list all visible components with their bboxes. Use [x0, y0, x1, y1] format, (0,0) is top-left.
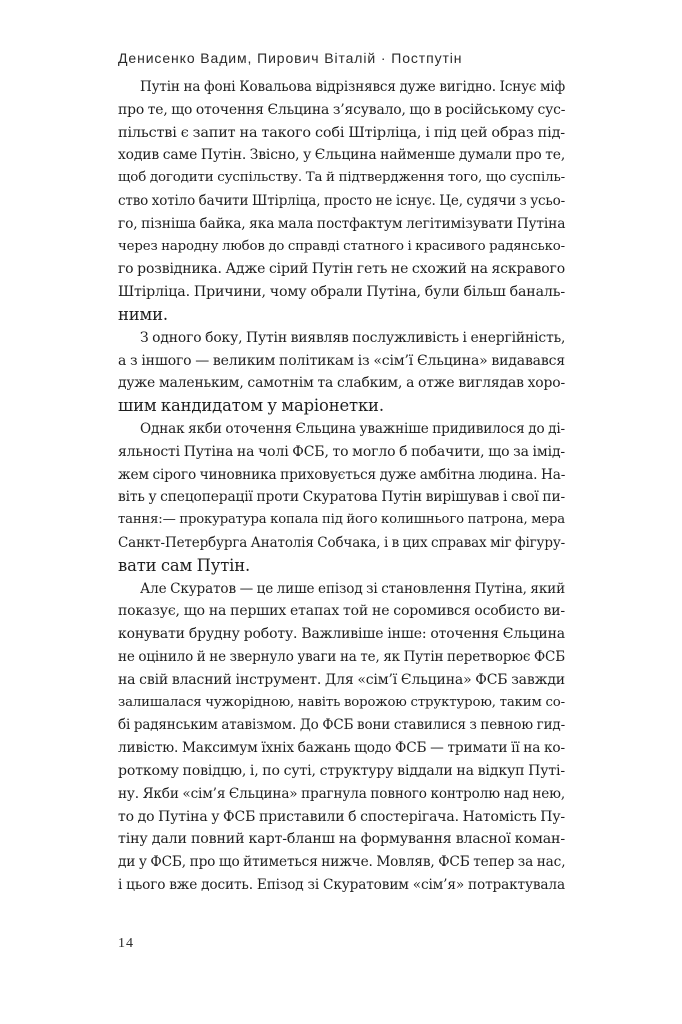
- text-line: ливістю. Максимум їхніх бажань щодо ФСБ — тримати її на ко-: [118, 740, 565, 757]
- paragraph-4: [118, 578, 565, 897]
- text-line: то до Путіна у ФСБ приставили б спостерігача. Натомість Пу-: [118, 808, 565, 825]
- page-number: 14: [118, 936, 134, 951]
- text-line: тіну дали повний карт-бланш на формування власної коман-: [118, 831, 565, 848]
- text-line: Путін на фоні Ковальова відрізнявся дуже вигідно. Існує міф: [140, 79, 565, 95]
- text-line: дуже маленьким, самотнім та слабким, а отже виглядав хоро-: [118, 375, 565, 392]
- text-line: ходив саме Путін. Звісно, у Єльцина найменше думали про те,: [118, 147, 566, 164]
- text-line: яльності Путіна на чолі ФСБ, то могло б побачити, що за імід-: [118, 443, 565, 460]
- text-line: залишалася чужорідною, навіть ворожою структурою, таким со-: [118, 694, 565, 710]
- text-line: З одного боку, Путін виявляв послужливість і енергійність,: [140, 329, 566, 346]
- paragraph-3: [118, 418, 565, 578]
- paragraph-1: [118, 76, 565, 327]
- text-line: на свій власний інструмент. Для «сім’ї Єльцина» ФСБ завжди: [118, 671, 565, 688]
- body-text: [118, 76, 565, 897]
- text-line: вати сам Путін.: [118, 555, 251, 575]
- text-line: про те, що оточення Єльцина з’ясувало, що в російському сус-: [118, 101, 566, 118]
- paragraph-2: [118, 327, 565, 418]
- text-line: жем сірого чиновника приховується дуже амбітна людина. На-: [118, 466, 566, 483]
- text-line: показує, що на перших етапах той не соромився особисто ви-: [118, 603, 565, 620]
- text-line: ство хотіло бачити Штірліца, просто не існує. Це, судячи з усьо-: [118, 192, 565, 209]
- text-line: Але Скуратов — це лише епізод зі становлення Путіна, який: [140, 580, 565, 597]
- text-line: роткому повідцю, і, по суті, структуру віддали на відкуп Путі-: [118, 762, 565, 779]
- text-line: тання:— прокуратура копала під його колишнього патрона, мера: [118, 512, 565, 528]
- text-line: Однак якби оточення Єльцина уважніше придивилося до ді-: [140, 420, 565, 437]
- text-line: віть у спецоперації проти Скуратова Путін вирішував і свої пи-: [118, 489, 565, 506]
- running-head: Денисенко Вадим, Пирович Віталій · Постпутін: [118, 50, 463, 66]
- text-line: ди у ФСБ, про що йтиметься нижче. Мовляв, ФСБ тепер за нас,: [118, 854, 566, 871]
- text-line: бі радянським атавізмом. До ФСБ вони ставилися з певною гид-: [118, 717, 565, 734]
- text-line: не оцінило й не звернуло уваги на те, як Путін перетворює ФСБ: [118, 648, 565, 665]
- text-line: конувати брудну роботу. Важливіше інше: оточення Єльцина: [118, 626, 565, 643]
- text-line: і цього вже досить. Епізод зі Скуратовим «сім’я» потрактувала: [118, 876, 565, 893]
- text-line: го розвідника. Адже сірий Путін геть не схожий на яскравого: [118, 261, 565, 278]
- text-line: через народну любов до справді статного і красивого радянсько-: [118, 238, 565, 254]
- text-line: а з іншого — великим політикам із «сім’ї Єльцина» видавався: [118, 352, 565, 369]
- text-line: шим кандидатом у маріонетки.: [118, 396, 384, 416]
- text-line: ну. Якби «сім’я Єльцина» прагнула повного контролю над нею,: [118, 785, 565, 802]
- text-line: Штірліца. Причини, чому обрали Путіна, були більш баналь-: [118, 284, 565, 301]
- text-line: пільстві є запит на такого собі Штірліца, і під цей образ під-: [118, 124, 565, 141]
- text-line: ними.: [118, 304, 168, 324]
- text-line: го, пізніша байка, яка мала постфактум легітимізувати Путіна: [118, 215, 566, 232]
- text-line: Санкт-Петербурга Анатолія Собчака, і в цих справах міг фігуру-: [118, 534, 566, 551]
- text-line: щоб догодити суспільству. Та й підтвердження того, що суспіль-: [118, 170, 565, 186]
